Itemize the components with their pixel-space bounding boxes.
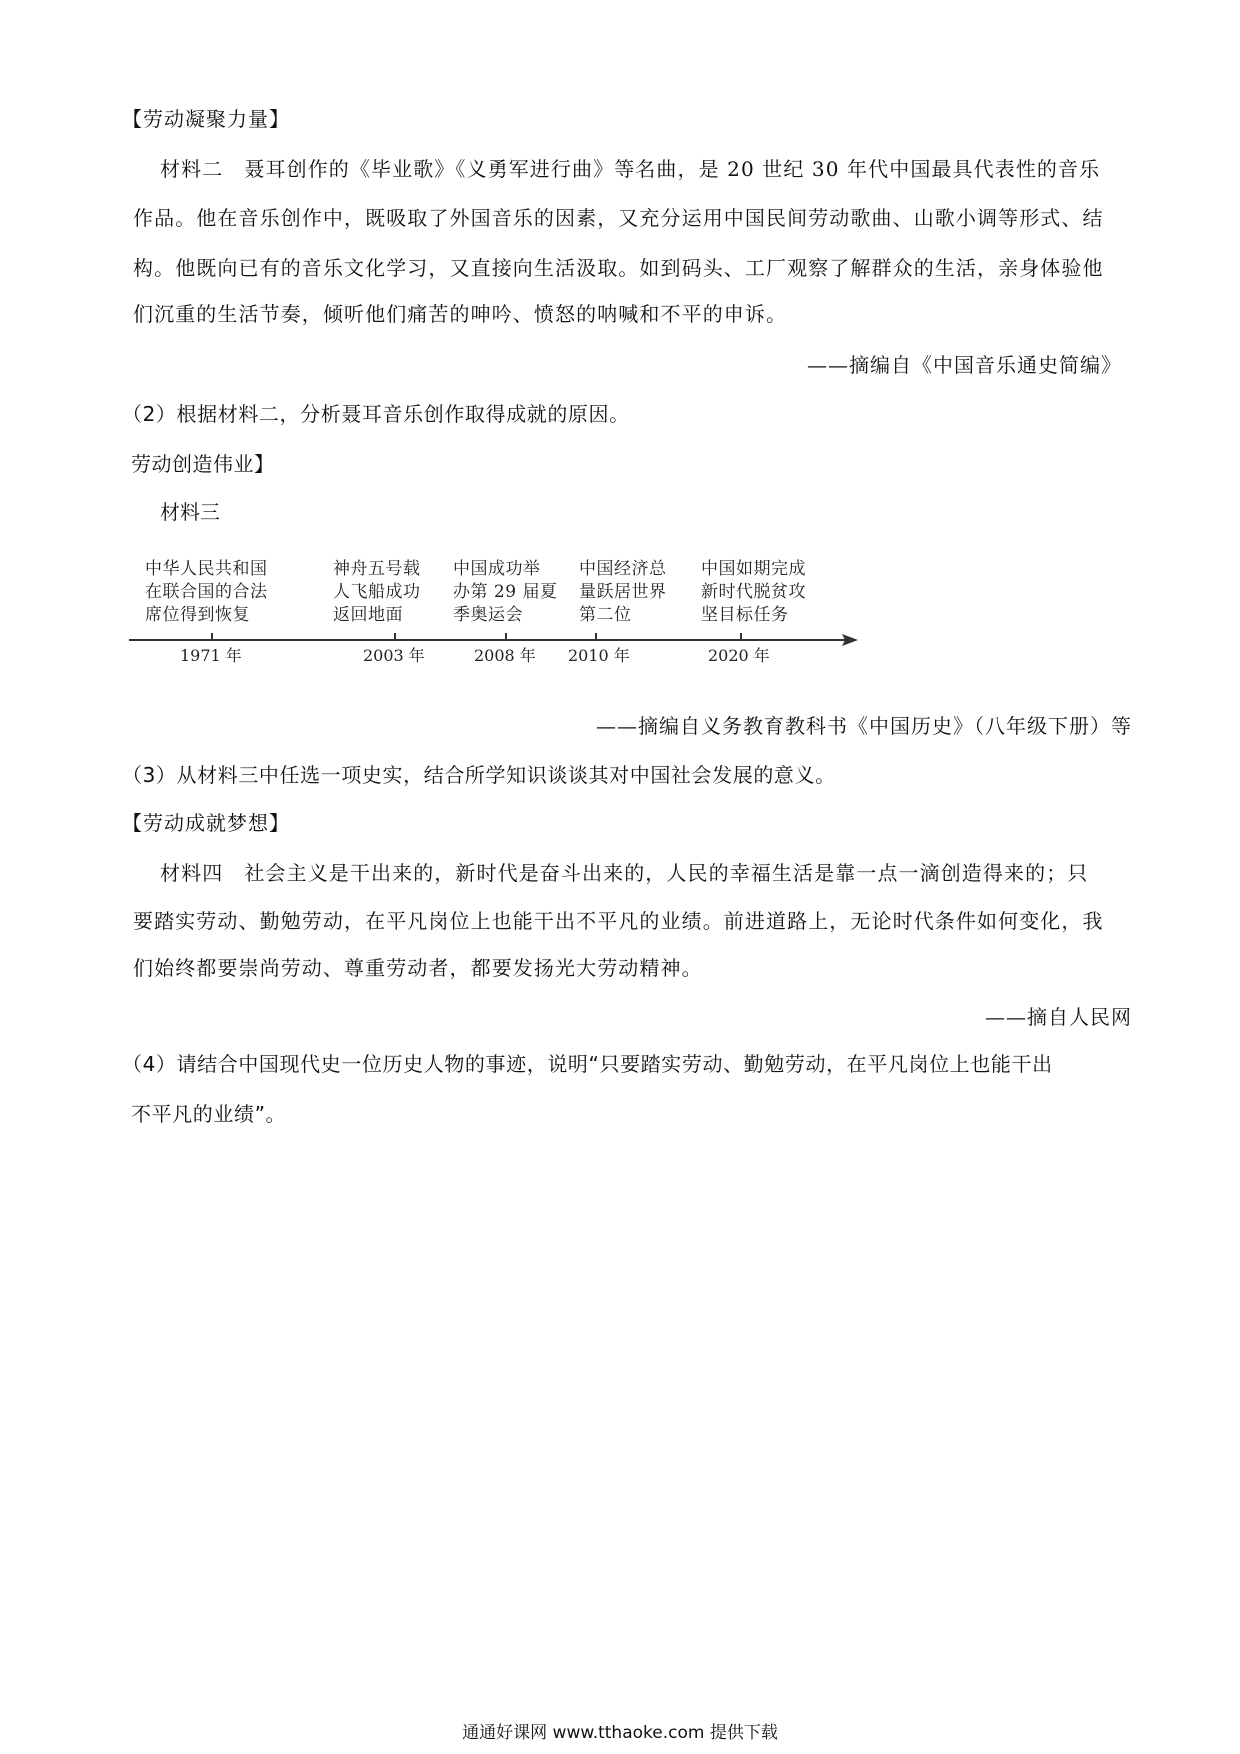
timeline-event-text: 第二位 xyxy=(579,605,632,625)
timeline-event-2003 xyxy=(333,558,421,627)
timeline-event-text: 中国如期完成 xyxy=(701,559,806,579)
timeline-event-text: 中华人民共和国 xyxy=(145,559,268,579)
timeline-event-text: 办第 29 届夏 xyxy=(453,582,558,602)
timeline-event-2020 xyxy=(701,558,806,627)
material-2-line-3: 构。他既向已有的音乐文化学习，又直接向生活汲取。如到码头、工厂观察了解群众的生活，亲身体验他 xyxy=(133,256,1104,280)
timeline-year-label: 2008 年 xyxy=(474,646,536,665)
question-2: （2）根据材料二，分析聂耳音乐创作取得成就的原因。 xyxy=(122,402,630,426)
timeline-event-text: 坚目标任务 xyxy=(701,605,789,625)
timeline-event-text: 量跃居世界 xyxy=(579,582,667,602)
material-4-source: ——摘自人民网 xyxy=(985,1005,1132,1029)
material-2-line-4: 们沉重的生活节奏，倾听他们痛苦的呻吟、愤怒的呐喊和不平的申诉。 xyxy=(133,302,788,326)
material-2-source: ——摘编自《中国音乐通史简编》 xyxy=(807,353,1122,377)
timeline-event-text: 季奥运会 xyxy=(453,605,523,625)
timeline-year-label: 2020 年 xyxy=(708,646,770,665)
section-heading-4: 【劳动成就梦想】 xyxy=(122,811,290,835)
timeline-year-label: 2010 年 xyxy=(568,646,630,665)
timeline-event-text: 人飞船成功 xyxy=(333,582,421,602)
question-4-line-1: （4）请结合中国现代史一位历史人物的事迹，说明“只要踏实劳动、勤勉劳动，在平凡岗位上也能干出 xyxy=(122,1052,1053,1076)
section-heading-2: 【劳动凝聚力量】 xyxy=(122,107,290,131)
material-4-line-1: 材料四 社会主义是干出来的，新时代是奋斗出来的，人民的幸福生活是靠一点一滴创造得来的；只 xyxy=(160,861,1089,885)
timeline-event-text: 新时代脱贫攻 xyxy=(701,582,806,602)
timeline-event-text: 中国经济总 xyxy=(579,559,667,579)
timeline-event-2010 xyxy=(579,558,667,627)
material-4-line-3: 们始终都要崇尚劳动、尊重劳动者，都要发扬光大劳动精神。 xyxy=(133,956,703,980)
section-heading-3: 劳动创造伟业】 xyxy=(131,452,275,476)
material-3-source: ——摘编自义务教育教科书《中国历史》（八年级下册）等 xyxy=(596,714,1132,738)
question-3: （3）从材料三中任选一项史实，结合所学知识谈谈其对中国社会发展的意义。 xyxy=(122,763,836,787)
timeline-figure xyxy=(120,552,860,672)
timeline-event-text: 神舟五号载 xyxy=(333,559,421,579)
material-3-label: 材料三 xyxy=(160,500,220,524)
timeline-event-text: 席位得到恢复 xyxy=(145,605,250,625)
timeline-event-text: 中国成功举 xyxy=(453,559,541,579)
timeline-event-2008 xyxy=(453,558,557,627)
material-2-line-2: 作品。他在音乐创作中，既吸取了外国音乐的因素，又充分运用中国民间劳动歌曲、山歌小调等形式、结 xyxy=(133,206,1104,230)
timeline-event-text: 返回地面 xyxy=(333,605,403,625)
timeline-year-label: 2003 年 xyxy=(363,646,425,665)
timeline-event-1971 xyxy=(145,558,268,627)
page-footer: 通通好课网 www.tthaoke.com 提供下载 xyxy=(462,1723,778,1743)
timeline-event-text: 在联合国的合法 xyxy=(145,582,268,602)
timeline-year-label: 1971 年 xyxy=(180,646,242,665)
question-4-line-2: 不平凡的业绩”。 xyxy=(131,1102,287,1126)
material-2-line-1: 材料二 聂耳创作的《毕业歌》《义勇军进行曲》等名曲，是 20 世纪 30 年代中国最具代表性的音乐 xyxy=(160,157,1101,181)
material-4-line-2: 要踏实劳动、勤勉劳动，在平凡岗位上也能干出不平凡的业绩。前进道路上，无论时代条件如何变化，我 xyxy=(133,909,1104,933)
